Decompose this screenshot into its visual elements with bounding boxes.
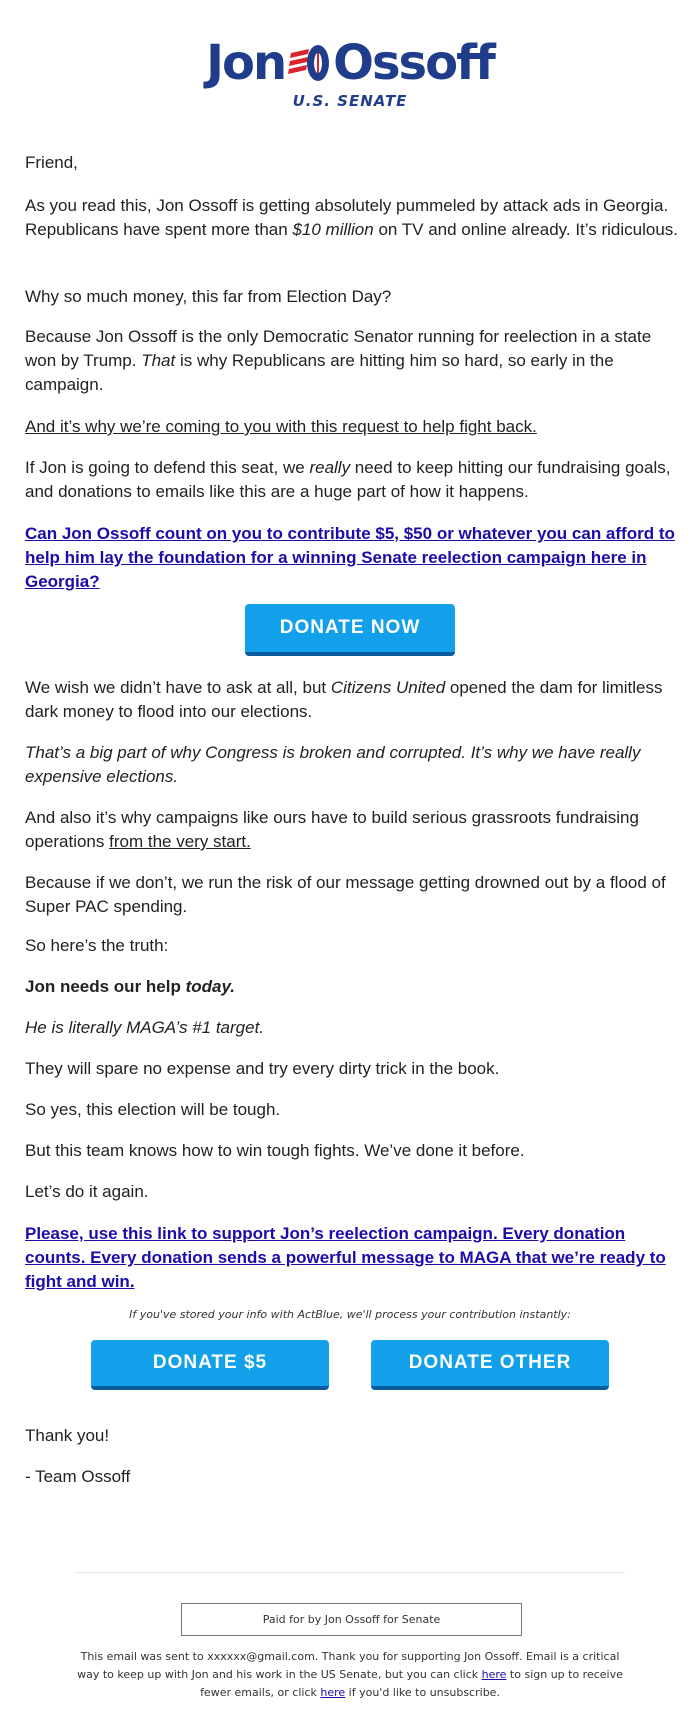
support-campaign-link[interactable]: Please, use this link to support Jon’s reelection campaign. Every donation counts. Every donation sends a powerful message to MAGA that we’re ready to fight and win. <box>25 1224 666 1291</box>
logo-wordmark <box>206 34 494 92</box>
paragraph-super-pac: Because if we don’t, we run the risk of our message getting drowned out by a flood of Super PAC spending. <box>25 873 666 916</box>
paragraph-tough-election: So yes, this election will be tough. <box>25 1100 281 1119</box>
donate-other-button[interactable]: DONATE OTHER <box>371 1340 609 1390</box>
paragraph-maga-target: He is literally MAGA’s #1 target. <box>25 1018 265 1037</box>
paragraph-dirty-tricks: They will spare no expense and try every dirty trick in the book. <box>25 1059 500 1078</box>
paragraph-do-it-again: Let’s do it again. <box>25 1182 149 1201</box>
paragraph-win-tough-fights: But this team knows how to win tough fights. We’ve done it before. <box>25 1141 525 1160</box>
paragraph-attack-ads: As you read this, Jon Ossoff is getting absolutely pummeled by attack ads in Georgia. Republicans have spent more than $10 million on TV and online already. It’s ridiculous. <box>25 196 679 239</box>
donate-now-button[interactable]: DONATE NOW <box>245 604 455 656</box>
paragraph-needs-help: Jon needs our help today. <box>25 977 236 996</box>
logo-subtitle: U.S. SENATE <box>292 92 408 110</box>
greeting: Friend, <box>25 153 78 172</box>
donate-5-button[interactable]: DONATE $5 <box>91 1340 329 1390</box>
paragraph-only-senator: Because Jon Ossoff is the only Democratic Senator running for reelection in a state won by Trump. That is why Republicans are hitting him so hard, so early in the campaign. <box>25 327 652 394</box>
logo-text-left: Jon <box>206 35 286 91</box>
footer-text: This email was sent to xxxxxx@gmail.com. Thank you for supporting Jon Ossoff. Email is a critical way to keep up with Jon and his work in the US Senate, but you can click here to sign up to receive fewer emails, or click here if you'd like to unsubscribe. <box>77 1650 623 1699</box>
logo-text-right: Ossoff <box>333 35 494 91</box>
paragraph-truth: So here’s the truth: <box>25 936 169 955</box>
paragraph-request: And it’s why we’re coming to you with this request to help fight back. <box>25 417 537 436</box>
thank-you: Thank you! <box>25 1426 110 1445</box>
contribute-link[interactable]: Can Jon Ossoff count on you to contribute $5, $50 or whatever you can afford to help him lay the foundation for a winning Senate reelection campaign here in Georgia? <box>25 524 675 591</box>
paragraph-fundraising-goals: If Jon is going to defend this seat, we really need to keep hitting our fundraising goals, and donations to emails like this are a huge part of how it happens. <box>25 458 671 501</box>
cta-link-contribute[interactable] <box>25 522 685 594</box>
paragraph-why-money: Why so much money, this far from Election Day? <box>25 287 392 306</box>
flag-o-icon <box>287 41 331 85</box>
fewer-emails-link[interactable]: here <box>481 1668 507 1681</box>
paid-for-box: Paid for by Jon Ossoff for Senate <box>181 1603 522 1636</box>
campaign-logo <box>0 34 700 114</box>
footer-divider <box>75 1572 625 1573</box>
paragraph-grassroots: And also it’s why campaigns like ours have to build serious grassroots fundraising operations from the very start. <box>25 808 639 851</box>
actblue-note: If you've stored your info with ActBlue, we'll process your contribution instantly: <box>129 1308 571 1321</box>
paragraph-citizens-united: We wish we didn’t have to ask at all, but Citizens United opened the dam for limitless dark money to flood into our elections. <box>25 678 663 721</box>
signoff: - Team Ossoff <box>25 1467 131 1486</box>
cta-link-support[interactable] <box>25 1222 685 1294</box>
paragraph-congress-broken: That’s a big part of why Congress is broken and corrupted. It’s why we have really expensive elections. <box>25 743 641 786</box>
unsubscribe-link[interactable]: here <box>320 1686 346 1699</box>
